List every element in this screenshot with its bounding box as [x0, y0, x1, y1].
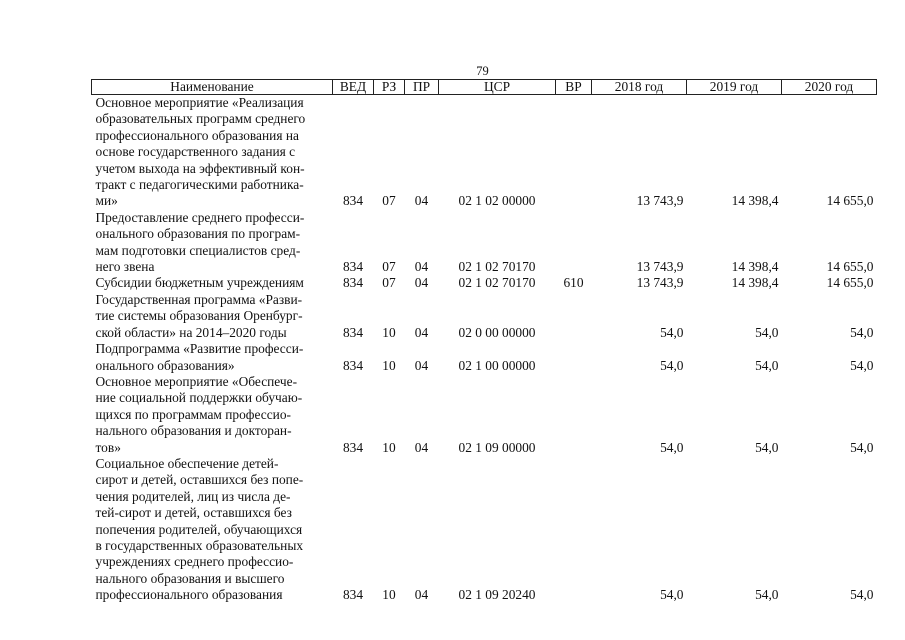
- row-ved: 834: [342, 357, 364, 373]
- col-header-2020: 2020 год: [782, 80, 877, 95]
- row-2018: 54,0: [660, 357, 684, 373]
- table-row: [92, 374, 877, 456]
- col-header-csr: ЦСР: [439, 80, 556, 95]
- table-row: [92, 292, 877, 341]
- row-rz: 07: [382, 259, 396, 275]
- table-row: [92, 456, 877, 604]
- row-2020: 14 655,0: [826, 275, 874, 291]
- row-vr: [556, 292, 592, 341]
- row-2019: 14 398,4: [731, 193, 779, 209]
- row-name: Подпрограмма «Развитие професси- онального образования»: [95, 341, 304, 373]
- row-pr: 04: [414, 275, 429, 291]
- table-header-row: [92, 80, 877, 95]
- row-rz: 07: [382, 193, 396, 209]
- table-row: [92, 275, 877, 291]
- row-ved: 834: [342, 587, 364, 603]
- row-2019: 54,0: [755, 587, 779, 603]
- row-2019: 54,0: [755, 439, 779, 455]
- row-name: Основное мероприятие «Реализация образовательных программ среднего профессионального образования на основе государственного задания с учетом выхода на эффективный кон- тракт с педагогическими работника- ми»: [95, 95, 306, 209]
- row-2020: 14 655,0: [826, 193, 874, 209]
- row-2019: 54,0: [755, 324, 779, 340]
- col-header-2019: 2019 год: [687, 80, 782, 95]
- col-header-2018: 2018 год: [592, 80, 687, 95]
- row-ved: 834: [342, 259, 364, 275]
- row-pr: 04: [414, 324, 429, 340]
- col-header-pr: ПР: [405, 80, 439, 95]
- row-pr: 04: [414, 193, 429, 209]
- row-vr: 610: [563, 275, 584, 291]
- row-vr: [556, 456, 592, 604]
- row-2020: 54,0: [850, 324, 874, 340]
- row-vr: [556, 210, 592, 276]
- row-csr: 02 1 09 00000: [458, 439, 536, 455]
- row-2020: 54,0: [850, 357, 874, 373]
- row-name: Государственная программа «Разви- тие системы образования Оренбург- ской области» на 2014–2020 годы: [95, 291, 303, 340]
- row-rz: 10: [382, 324, 396, 340]
- row-rz: 10: [382, 439, 396, 455]
- row-2020: 54,0: [850, 587, 874, 603]
- col-header-rz: РЗ: [374, 80, 405, 95]
- row-rz: 10: [382, 587, 396, 603]
- row-csr: 02 1 00 00000: [458, 357, 536, 373]
- row-pr: 04: [414, 439, 429, 455]
- row-vr: [556, 341, 592, 374]
- row-ved: 834: [342, 324, 364, 340]
- col-header-vr: ВР: [556, 80, 592, 95]
- col-header-ved: ВЕД: [333, 80, 374, 95]
- row-vr: [556, 95, 592, 210]
- row-vr: [556, 374, 592, 456]
- row-name: Социальное обеспечение детей- сирот и детей, оставшихся без попе- чения родителей, лиц из числа де- тей-сирот и детей, оставшихся без попечения родителей, обучающихся в государственных образовательных учреждениях среднего профессио- нального образования и высшего профессионального образования: [95, 455, 304, 603]
- row-2018: 13 743,9: [636, 259, 684, 275]
- row-2019: 14 398,4: [731, 259, 779, 275]
- row-csr: 02 1 02 70170: [458, 275, 536, 291]
- row-rz: 10: [382, 357, 396, 373]
- row-pr: 04: [414, 587, 429, 603]
- row-ved: 834: [342, 193, 364, 209]
- row-pr: 04: [414, 259, 429, 275]
- row-ved: 834: [342, 439, 364, 455]
- row-2020: 54,0: [850, 439, 874, 455]
- col-header-name: Наименование: [92, 80, 333, 95]
- table-row: [92, 341, 877, 374]
- row-name: Субсидии бюджетным учреждениям: [95, 275, 304, 291]
- table-row: [92, 95, 877, 210]
- table-row: [92, 210, 877, 276]
- row-2018: 13 743,9: [636, 193, 684, 209]
- page-number: 79: [476, 64, 489, 78]
- row-name: Основное мероприятие «Обеспече- ние социальной поддержки обучаю- щихся по программам профессио- нального образования и докторан- тов»: [95, 373, 303, 455]
- row-rz: 07: [382, 275, 396, 291]
- row-2019: 54,0: [755, 357, 779, 373]
- row-2018: 54,0: [660, 439, 684, 455]
- row-csr: 02 0 00 00000: [458, 324, 536, 340]
- budget-table: [91, 79, 877, 604]
- row-2019: 14 398,4: [731, 275, 779, 291]
- row-2018: 54,0: [660, 587, 684, 603]
- row-csr: 02 1 09 20240: [458, 587, 536, 603]
- row-csr: 02 1 02 00000: [458, 193, 536, 209]
- row-name: Предоставление среднего професси- онального образования по програм- мам подготовки специалистов сред- него звена: [95, 209, 305, 275]
- row-pr: 04: [414, 357, 429, 373]
- row-2020: 14 655,0: [826, 259, 874, 275]
- row-2018: 54,0: [660, 324, 684, 340]
- row-csr: 02 1 02 70170: [458, 259, 536, 275]
- row-2018: 13 743,9: [636, 275, 684, 291]
- row-ved: 834: [342, 275, 364, 291]
